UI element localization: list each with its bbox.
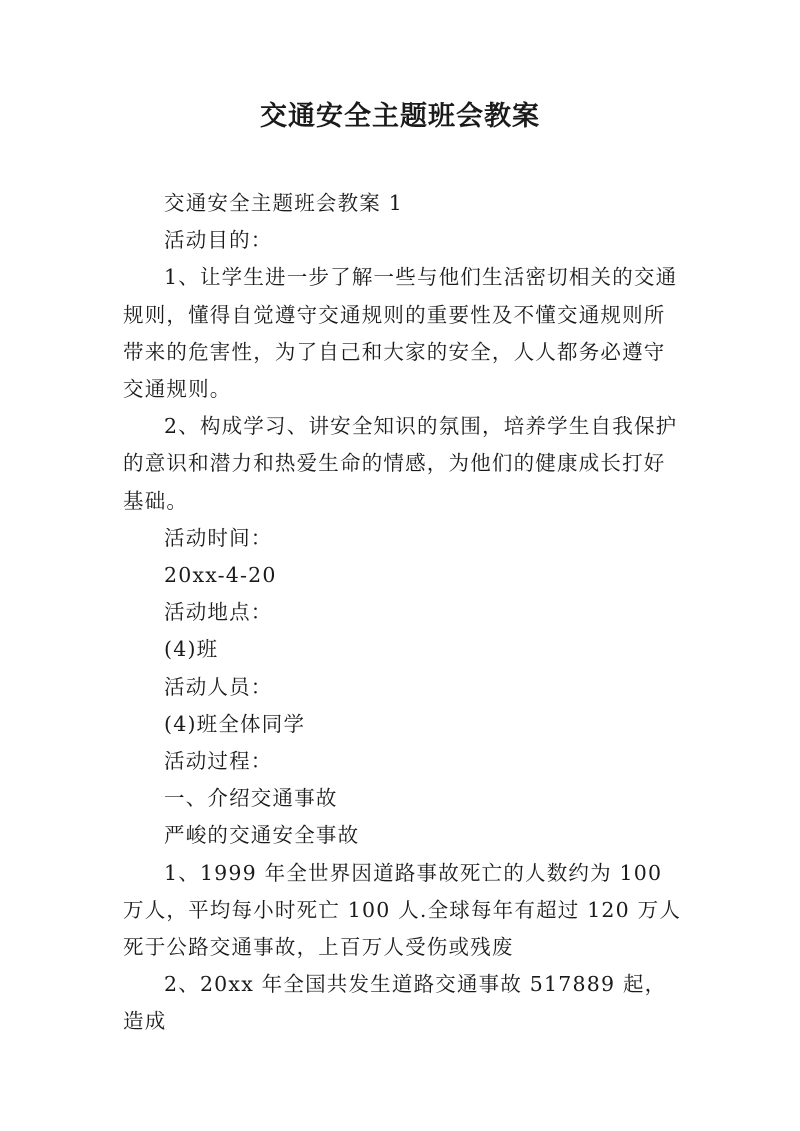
accident-fact-2: 2、20xx 年全国共发生道路交通事故 517889 起，造成 [123,972,667,1034]
section-heading: 交通安全主题班会教案 1 [164,191,403,215]
accident-fact-1: 1、1999 年全世界因道路事故死亡的人数约为 100 万人，平均每小时死亡 100 人.全球每年有超过 120 万人死于公路交通事故，上百万人受伤或残废 [123,860,682,960]
activity-participants-value: (4)班全体同学 [164,711,306,736]
label-activity-location: 活动地点： [164,600,273,625]
label-activity-process: 活动过程： [164,749,273,774]
process-step-1-heading: 一、介绍交通事故 [164,786,338,811]
process-subheading: 严峻的交通安全事故 [164,823,360,848]
document-title: 交通安全主题班会教案 [260,101,540,132]
goal-item-2: 2、构成学习、讲安全知识的氛围，培养学生自我保护的意识和潜力和热爱生命的情感，为他们的健康成长打好基础。 [123,414,678,513]
label-activity-goal: 活动目的： [164,228,273,253]
goal-item-1: 1、让学生进一步了解一些与他们生活密切相关的交通规则，懂得自觉遵守交通规则的重要性及不懂交通规则所带来的危害性，为了自己和大家的安全，人人都务必遵守交通规则。 [123,265,678,402]
document-body [123,185,683,1041]
label-activity-time: 活动时间： [164,525,273,550]
label-activity-participants: 活动人员： [164,674,273,699]
activity-location-value: (4)班 [164,637,219,662]
activity-time-value: 20xx-4-20 [164,563,277,588]
